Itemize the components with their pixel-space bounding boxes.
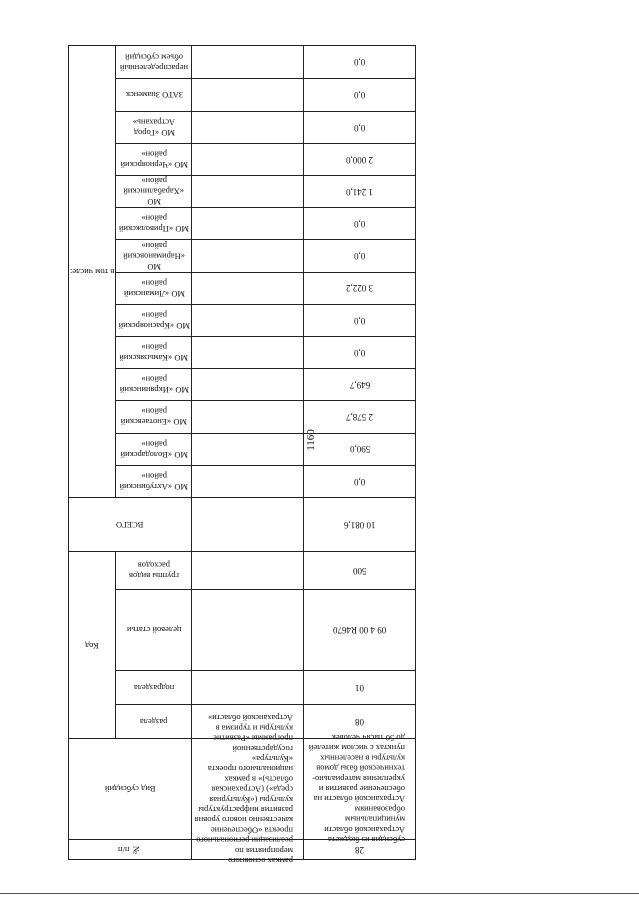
row-razdel: 08 xyxy=(304,705,416,739)
row-value xyxy=(192,401,304,433)
row-vsego xyxy=(192,497,304,551)
table-row xyxy=(304,46,416,860)
row-value: 0,0 xyxy=(304,304,416,336)
row-value: 0,0 xyxy=(304,208,416,240)
header-municipality: МО «Камызякский район» xyxy=(116,336,192,368)
header-municipality: ЗАТО Знаменск xyxy=(116,79,192,111)
row-gruppa: 500 xyxy=(304,552,416,590)
row-value xyxy=(192,433,304,465)
header-kod: Код xyxy=(69,552,116,739)
header-razdela: раздела xyxy=(116,705,192,739)
row-podrazdel: 01 xyxy=(304,670,416,704)
row-value: 649,7 xyxy=(304,369,416,401)
row-tsel: 09 4 00 R4670 xyxy=(304,590,416,670)
row-podrazdel xyxy=(192,670,304,704)
header-municipality: МО «Лиманский район» xyxy=(116,272,192,304)
row-value xyxy=(192,336,304,368)
header-municipality: МО «Приволжский район» xyxy=(116,208,192,240)
row-value xyxy=(192,208,304,240)
row-value xyxy=(192,304,304,336)
header-municipality: нераспределенный объем субсидий xyxy=(116,46,192,79)
header-vsego: ВСЕГО xyxy=(69,497,192,551)
header-gruppy-vidov: группы видов расходов xyxy=(116,552,192,590)
row-tsel xyxy=(192,590,304,670)
header-row-num: № п/п xyxy=(69,839,192,859)
header-podrazdela: подраздела xyxy=(116,670,192,704)
row-value: 2 578,7 xyxy=(304,401,416,433)
header-vid-subsidii: Вид субсидий xyxy=(69,739,192,840)
row-value: 0,0 xyxy=(304,46,416,79)
header-municipality: МО «Ахтубинский район» xyxy=(116,465,192,497)
header-municipality: МО «Красноярский район» xyxy=(116,304,192,336)
row-vid: рамках основного мероприятия по реализации регионального проекта «Обеспечение качественно нового уровня развития инфраструктуры культуры («Культурная среда») (Астраханская область)» в рамках национального проекта «Культура» государственной программы «Развитие культуры и туризма в Астраханской области» xyxy=(192,739,304,840)
row-vsego: 10 081,6 xyxy=(304,497,416,551)
header-municipality: МО «Володарский район» xyxy=(116,433,192,465)
rotated-table-container xyxy=(68,45,406,866)
row-value: 0,0 xyxy=(304,465,416,497)
row-value: 0,0 xyxy=(304,336,416,368)
row-value: 3 022,2 xyxy=(304,272,416,304)
row-value: 590,0 xyxy=(304,433,416,465)
row-value xyxy=(192,272,304,304)
row-value: 2 000,0 xyxy=(304,143,416,175)
row-vid: субсидия из бюджета Астраханской области муниципальным образованиям Астраханской области на обеспечение развития и укрепления материально-технической базы домов культуры в населенных пунктах с числом жителей до 50 тысяч человек xyxy=(304,739,416,840)
header-v-tom-chisle: в том числе: xyxy=(69,46,116,498)
row-value xyxy=(192,143,304,175)
row-value xyxy=(192,46,304,79)
header-municipality: МО «Черноярский район» xyxy=(116,143,192,175)
row-value xyxy=(192,111,304,143)
header-municipality: МО «Наримановский район» xyxy=(116,240,192,272)
row-value: 0,0 xyxy=(304,111,416,143)
row-value xyxy=(192,176,304,208)
row-value xyxy=(192,79,304,111)
page-number: 1160 xyxy=(305,429,317,451)
subsidy-table xyxy=(68,45,416,866)
header-municipality: МО «Город Астрахань» xyxy=(116,111,192,143)
row-value: 1 241,0 xyxy=(304,176,416,208)
header-municipality: МО «Икрянинский район» xyxy=(116,369,192,401)
row-value xyxy=(192,369,304,401)
row-value xyxy=(192,240,304,272)
header-tselevoy-stati: целевой статьи xyxy=(116,590,192,670)
row-num: 28 xyxy=(304,839,416,859)
row-value xyxy=(192,465,304,497)
bottom-rule xyxy=(0,893,639,894)
header-municipality: МО «Харабалинский район» xyxy=(116,176,192,208)
row-gruppa xyxy=(192,552,304,590)
row-value: 0,0 xyxy=(304,240,416,272)
row-value: 0,0 xyxy=(304,79,416,111)
table-row xyxy=(192,46,304,860)
header-municipality: МО «Енотаевский район» xyxy=(116,401,192,433)
